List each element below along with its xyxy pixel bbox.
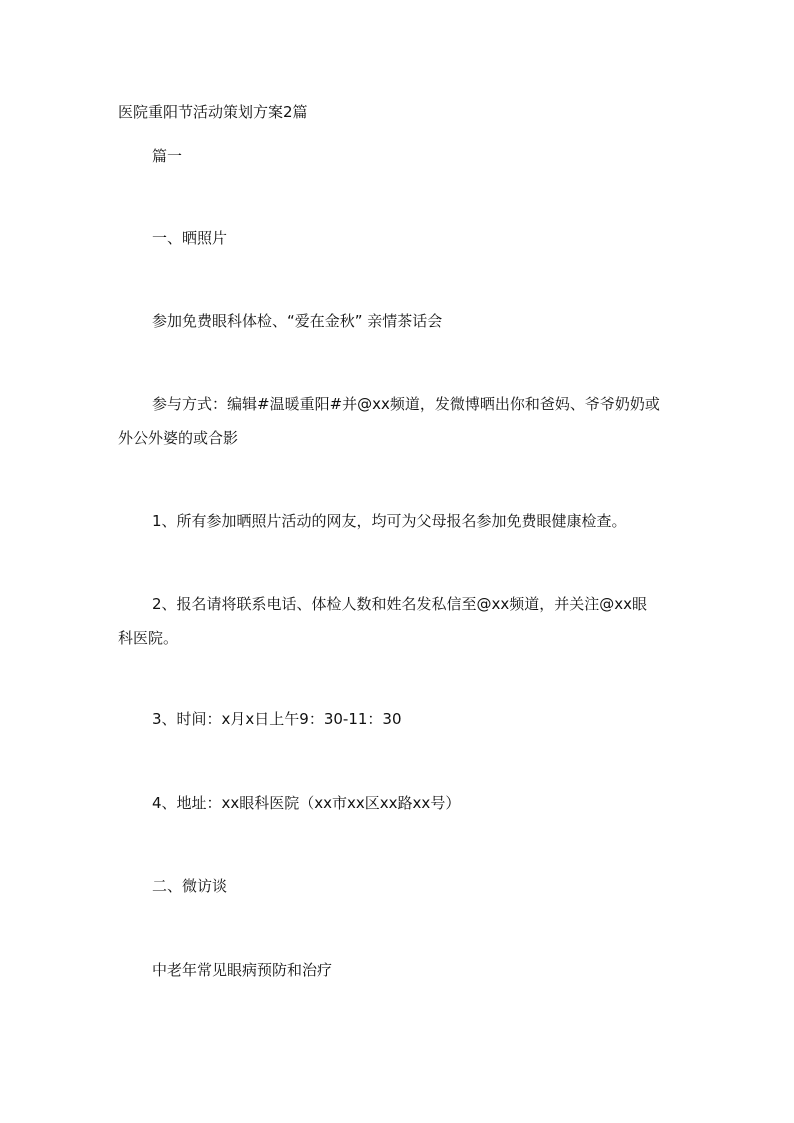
heading-micro-interview: 二、微访谈 <box>152 877 228 895</box>
list-item-2-line-1: 2、报名请将联系电话、体检人数和姓名发私信至@xx频道，并关注@xx眼 <box>152 595 648 613</box>
participation-text-line-1: 参与方式：编辑#温暖重阳#并@xx频道，发微博晒出你和爸妈、爷爷奶奶或 <box>152 395 660 413</box>
event-line: 参加免费眼科体检、“爱在金秋” 亲情茶话会 <box>152 312 443 330</box>
heading-share-photos: 一、晒照片 <box>152 229 228 247</box>
list-item-3: 3、时间：x月x日上午9：30-11：30 <box>152 710 402 728</box>
document-title: 医院重阳节活动策划方案2篇 <box>118 103 308 121</box>
list-item-1: 1、所有参加晒照片活动的网友，均可为父母报名参加免费眼健康检查。 <box>152 512 627 530</box>
topic-line: 中老年常见眼病预防和治疗 <box>152 961 333 979</box>
list-item-2-line-2: 科医院。 <box>118 629 179 647</box>
section-label: 篇一 <box>152 147 183 165</box>
list-item-4: 4、地址：xx眼科医院（xx市xx区xx路xx号） <box>152 794 461 812</box>
participation-text-line-2: 外公外婆的或合影 <box>118 429 239 447</box>
